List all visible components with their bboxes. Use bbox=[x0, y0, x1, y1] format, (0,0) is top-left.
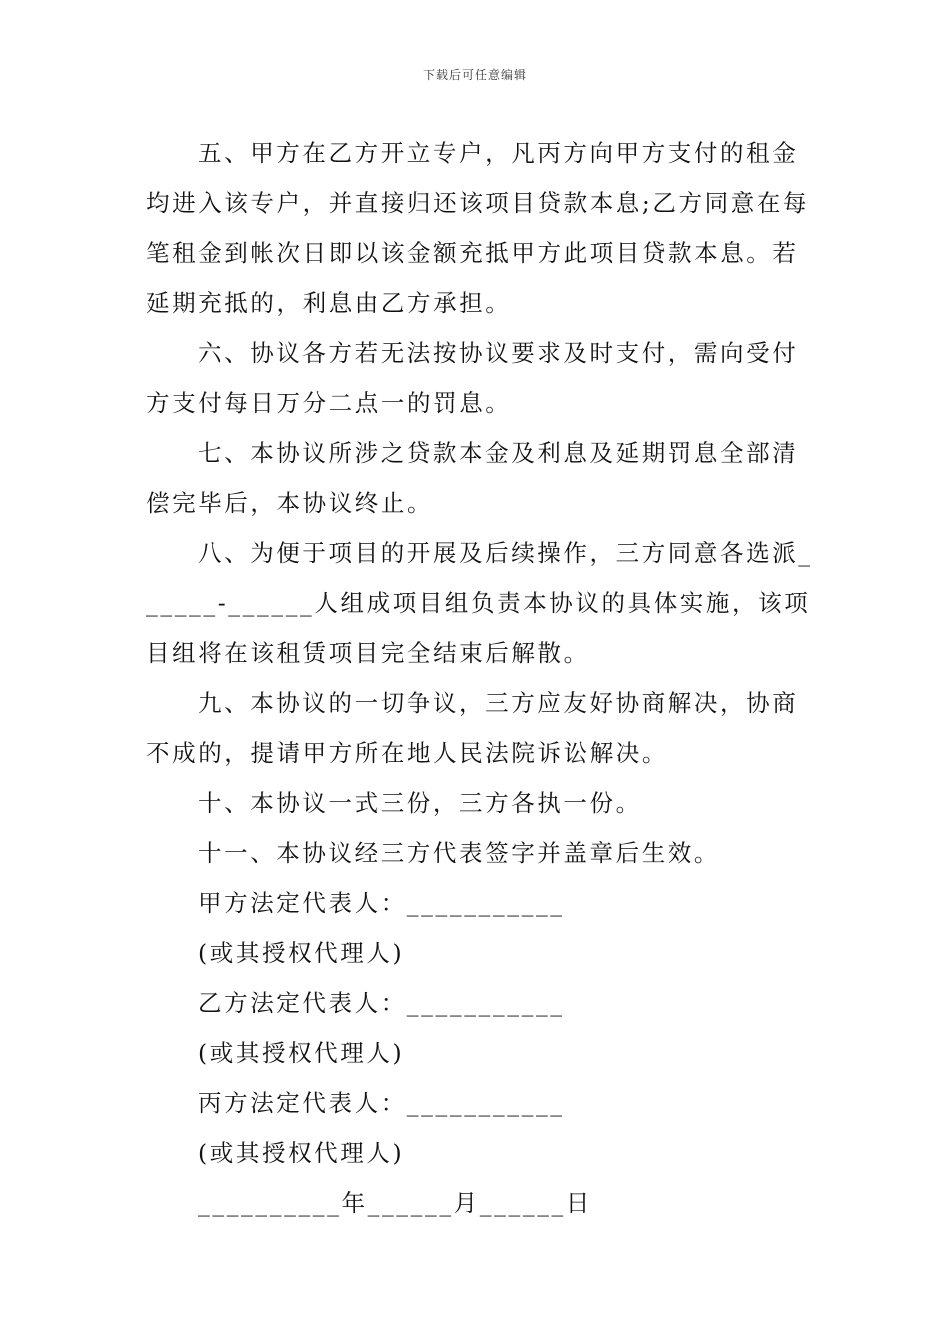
party-c-agent-note: (或其授权代理人) bbox=[198, 1139, 405, 1167]
clause-5-line-3: 笔租金到帐次日即以该金额充抵甲方此项目贷款本息。若 bbox=[146, 239, 799, 267]
party-c-signature-line: 丙方法定代表人：___________ bbox=[198, 1089, 565, 1117]
party-a-signature-line: 甲方法定代表人：___________ bbox=[198, 889, 565, 917]
date-line: __________年______月______日 bbox=[198, 1189, 592, 1217]
clause-9-line-1: 九、本协议的一切争议，三方应友好协商解决，协商 bbox=[198, 689, 799, 717]
clause-6-line-2: 方支付每日万分二点一的罚息。 bbox=[146, 389, 512, 417]
clause-10: 十、本协议一式三份，三方各执一份。 bbox=[198, 789, 642, 817]
party-a-agent-note: (或其授权代理人) bbox=[198, 939, 405, 967]
page-header: 下载后可任意编辑 bbox=[422, 68, 527, 82]
clause-7-line-1: 七、本协议所涉之贷款本金及利息及延期罚息全部清 bbox=[198, 439, 799, 467]
clause-8-line-1: 八、为便于项目的开展及后续操作，三方同意各选派_ bbox=[198, 539, 813, 567]
clause-9-line-2: 不成的，提请甲方所在地人民法院诉讼解决。 bbox=[146, 739, 668, 767]
document-body bbox=[146, 128, 813, 1228]
party-b-signature-line: 乙方法定代表人：___________ bbox=[198, 989, 565, 1017]
clause-8-line-2: _____-______人组成项目组负责本协议的具体实施，该项 bbox=[146, 589, 811, 617]
clause-7-line-2: 偿完毕后，本协议终止。 bbox=[146, 489, 434, 517]
clause-6-line-1: 六、协议各方若无法按协议要求及时支付，需向受付 bbox=[198, 339, 799, 367]
clause-5-line-4: 延期充抵的，利息由乙方承担。 bbox=[146, 289, 512, 317]
clause-5-line-2: 均进入该专户，并直接归还该项目贷款本息;乙方同意在每 bbox=[146, 189, 810, 217]
clause-11: 十一、本协议经三方代表签字并盖章后生效。 bbox=[198, 839, 720, 867]
clause-5-line-1: 五、甲方在乙方开立专户，凡丙方向甲方支付的租金 bbox=[198, 139, 799, 167]
clause-8-line-3: 目组将在该租赁项目完全结束后解散。 bbox=[146, 639, 590, 667]
party-b-agent-note: (或其授权代理人) bbox=[198, 1039, 405, 1067]
